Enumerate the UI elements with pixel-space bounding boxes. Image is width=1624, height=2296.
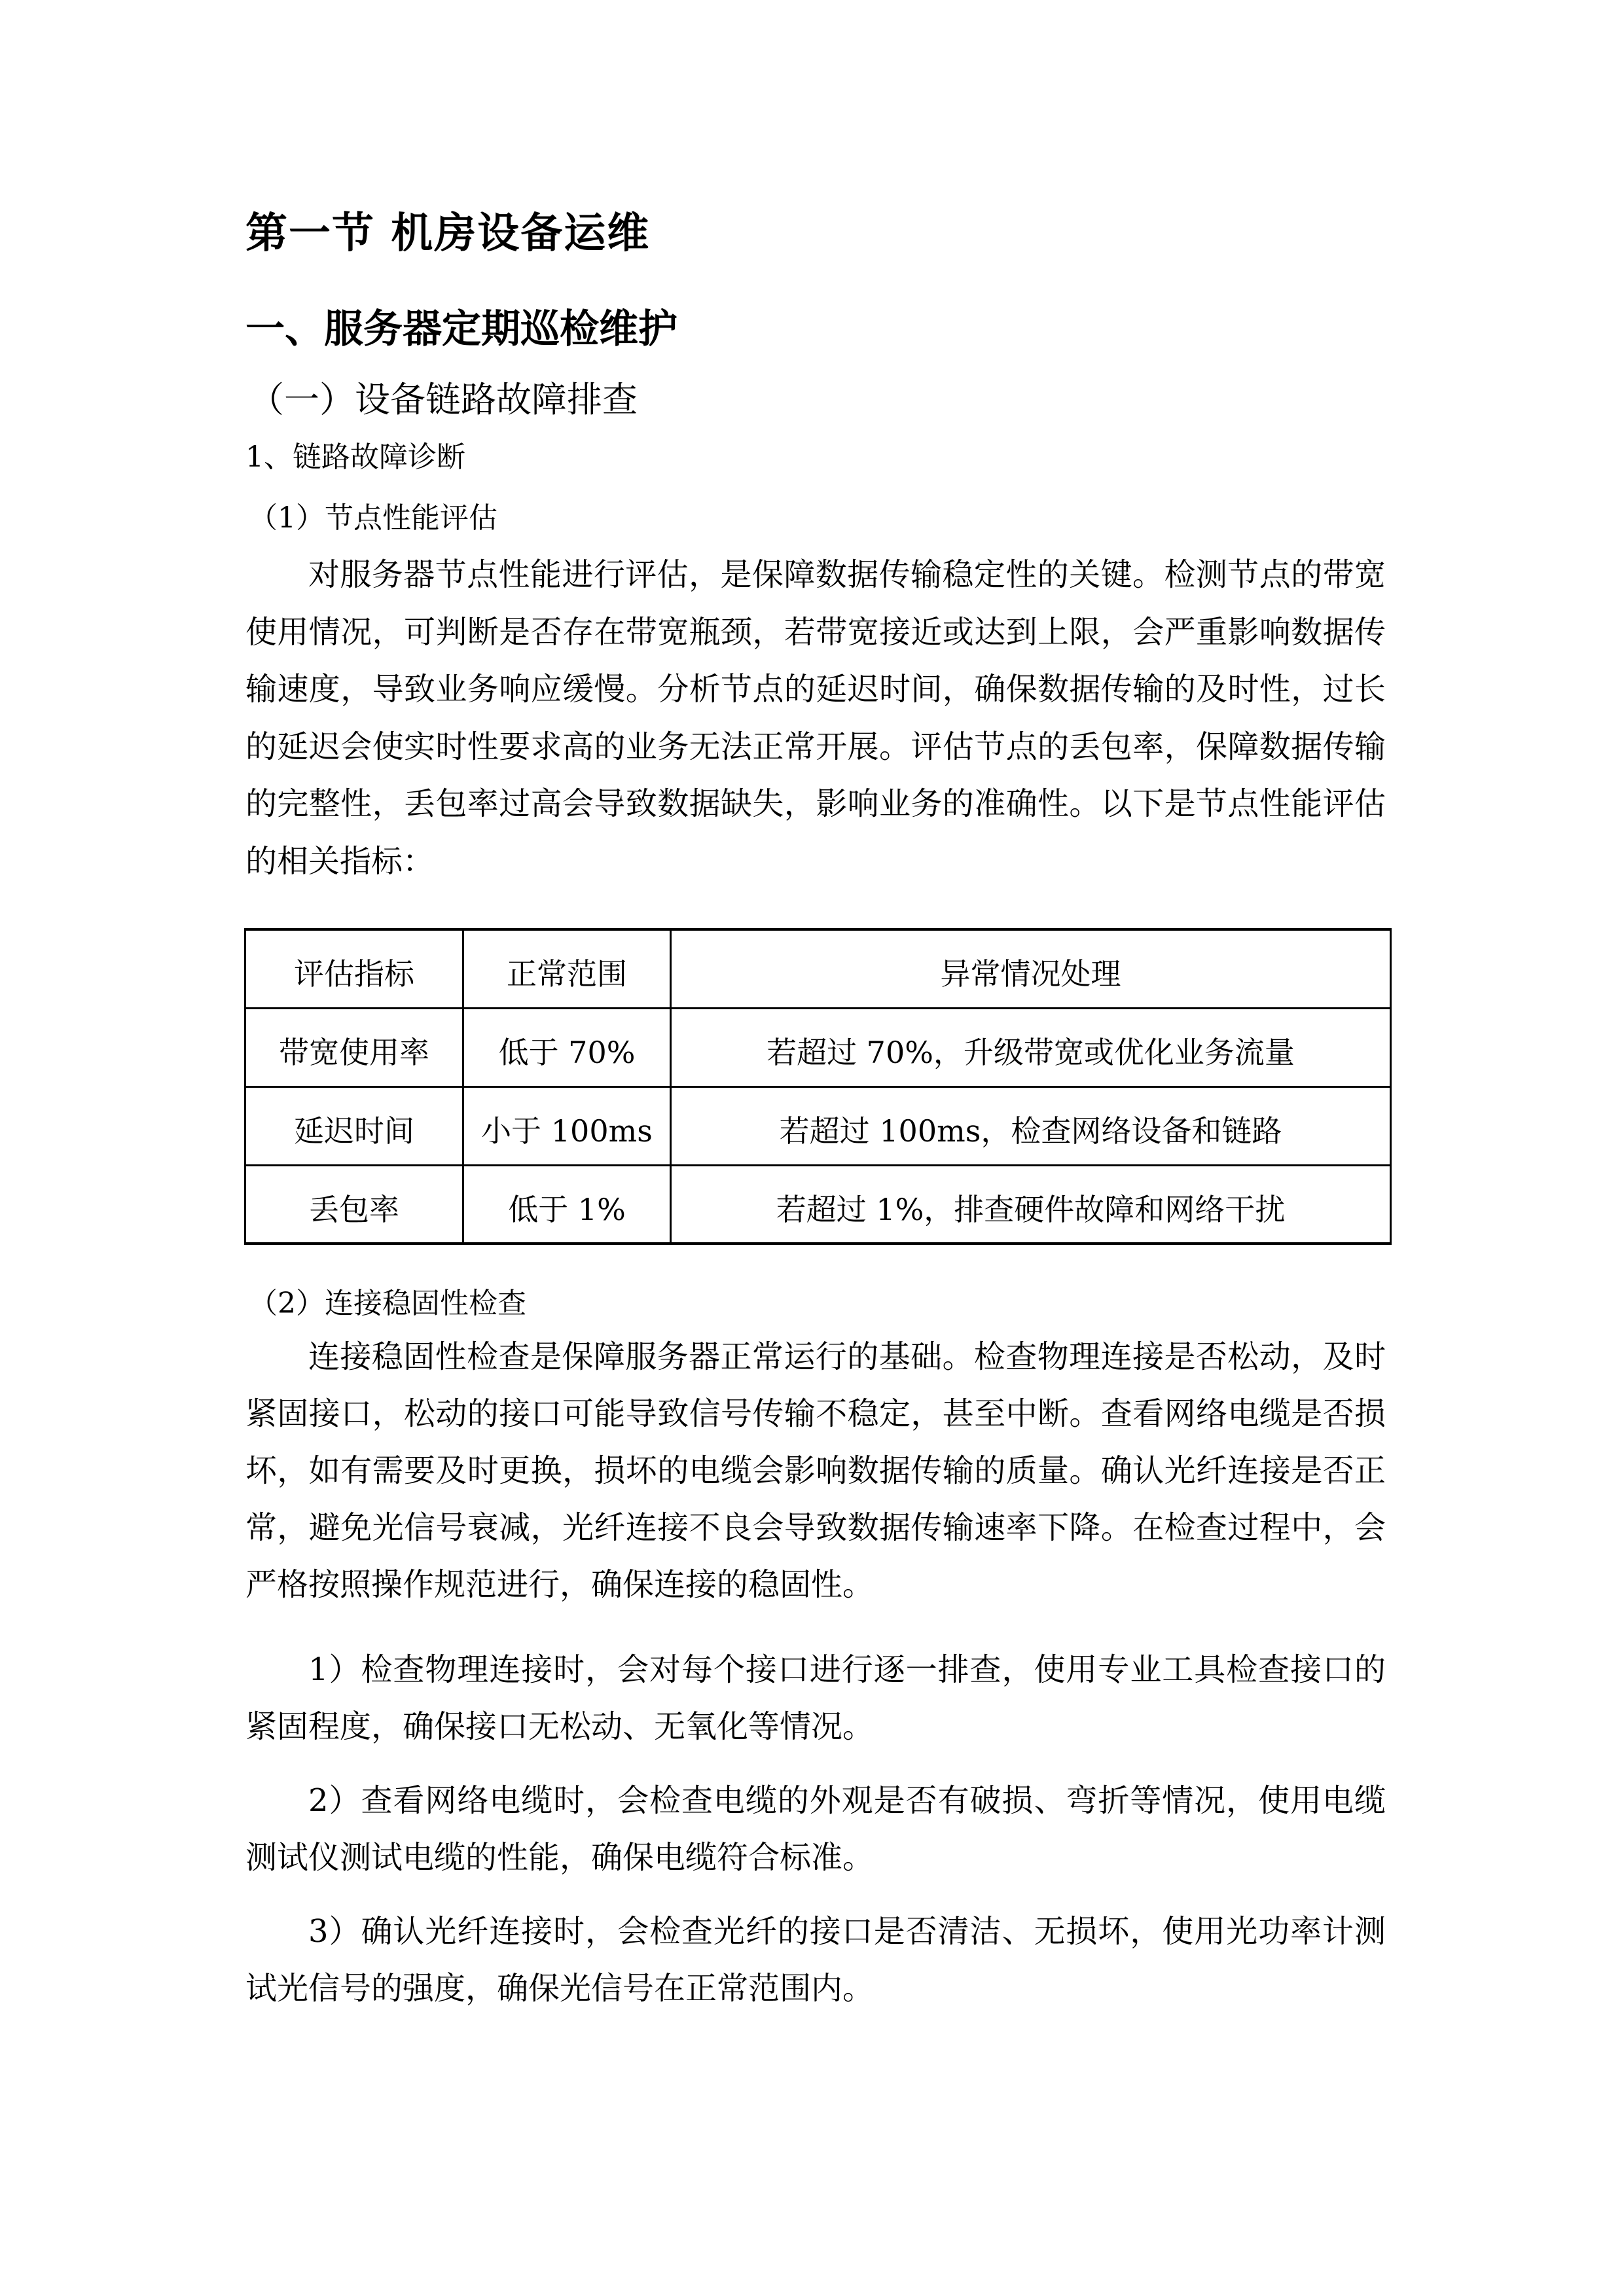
chapter-title: 第一节 机房设备运维 (245, 209, 651, 258)
step-item: 2）查看网络电缆时，会检查电缆的外观是否有破损、弯折等情况，使用电缆测试仪测试电缆的性能，确保电缆符合标准。 (245, 1782, 1386, 1876)
subsection-title: （一）设备链路故障排查 (249, 379, 638, 420)
table-row (245, 1165, 1391, 1244)
table-cell: 带宽使用率 (245, 1008, 463, 1086)
part1-title: （1）节点性能评估 (249, 501, 497, 535)
table-cell: 若超过 70%，升级带宽或优化业务流量 (671, 1008, 1391, 1086)
section-title: 一、服务器定期巡检维护 (245, 306, 677, 352)
step-item: 1）检查物理连接时，会对每个接口进行逐一排查，使用专业工具检查接口的紧固程度，确保接口无松动、无氧化等情况。 (245, 1651, 1386, 1745)
table-cell: 小于 100ms (463, 1086, 671, 1165)
part2-paragraph: 连接稳固性检查是保障服务器正常运行的基础。检查物理连接是否松动，及时紧固接口，松动的接口可能导致信号传输不稳定，甚至中断。查看网络电缆是否损坏，如有需要及时更换，损坏的电缆会影响数据传输的质量。确认光纤连接是否正常，避免光信号衰减，光纤连接不良会导致数据传输速率下降。在检查过程中，会严格按照操作规范进行，确保连接的稳固性。 (245, 1338, 1386, 1603)
table-header: 评估指标 (245, 929, 463, 1008)
table-row (245, 1086, 1391, 1165)
part1-paragraph: 对服务器节点性能进行评估，是保障数据传输稳定性的关键。检测节点的带宽使用情况，可判断是否存在带宽瓶颈，若带宽接近或达到上限，会严重影响数据传输速度，导致业务响应缓慢。分析节点的延迟时间，确保数据传输的及时性，过长的延迟会使实时性要求高的业务无法正常开展。评估节点的丢包率，保障数据传输的完整性，丢包率过高会导致数据缺失，影响业务的准确性。以下是节点性能评估的相关指标： (245, 556, 1386, 880)
table-cell: 低于 1% (463, 1165, 671, 1244)
table-header-row (245, 929, 1391, 1008)
table-header: 正常范围 (463, 929, 671, 1008)
part2-title: （2）连接稳固性检查 (249, 1287, 526, 1320)
item-title: 1、链路故障诊断 (245, 440, 465, 474)
table-row (245, 1008, 1391, 1086)
step-item: 3）确认光纤连接时，会检查光纤的接口是否清洁、无损坏，使用光功率计测试光信号的强度，确保光信号在正常范围内。 (245, 1913, 1386, 2007)
table-cell: 丢包率 (245, 1165, 463, 1244)
table-cell: 若超过 100ms，检查网络设备和链路 (671, 1086, 1391, 1165)
table-cell: 低于 70% (463, 1008, 671, 1086)
table-header: 异常情况处理 (671, 929, 1391, 1008)
metrics-table (244, 928, 1392, 1245)
table-cell: 若超过 1%，排查硬件故障和网络干扰 (671, 1165, 1391, 1244)
table-cell: 延迟时间 (245, 1086, 463, 1165)
